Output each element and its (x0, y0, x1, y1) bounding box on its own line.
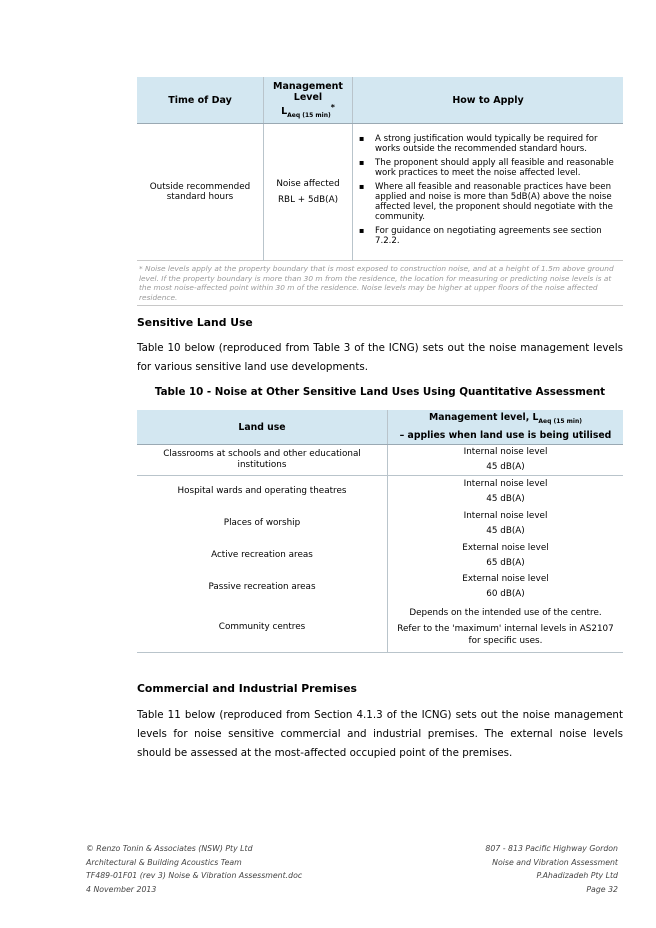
col-header-management-level: Management Level $L_{Aeq (15 min)}^*$ (264, 77, 353, 124)
footer-right: 807 - 813 Pacific Highway Gordon Noise and Vibration Assessment P.Ahadizadeh Pty Ltd Page 32 (485, 842, 618, 896)
bullet-item: ▪ A strong justification would typically be required for works outside the recommended standard hours. (375, 134, 619, 154)
paragraph-commercial-industrial: Table 11 below (reproduced from Section 4.1.3 of the ICNG) sets out the noise management levels for noise sensitive commercial and industrial premises. The external noise levels should be assessed at the most-affected occupied point of the premises. (137, 709, 623, 759)
construction-hours-table (137, 77, 623, 306)
col-header-time-of-day: Time of Day (137, 77, 264, 124)
table-row (137, 603, 623, 653)
management-level-cell: Noise affected RBL + 5dB(A) (264, 124, 353, 261)
management-level-cell: External noise level 65 dB(A) (462, 542, 549, 568)
section-heading-sensitive-land-use: Sensitive Land Use (137, 316, 253, 329)
management-level-cell: Internal noise level 45 dB(A) (463, 478, 548, 504)
land-use-cell: Community centres (137, 603, 388, 653)
table-row (137, 572, 623, 603)
land-use-cell: Active recreation areas (137, 540, 388, 572)
bullet-item: ▪ For guidance on negotiating agreements see section 7.2.2. (375, 226, 619, 246)
bullet-item: ▪ The proponent should apply all feasible and reasonable work practices to meet the noise affected level. (375, 158, 619, 178)
table-row (137, 508, 623, 540)
section-heading-commercial-industrial: Commercial and Industrial Premises (137, 682, 357, 695)
col-header-land-use: Land use (137, 410, 388, 445)
management-level-cell: Depends on the intended use of the centre. Refer to the 'maximum' internal levels in AS2107 for specific uses. (388, 603, 624, 653)
land-use-cell: Classrooms at schools and other educational institutions (137, 445, 388, 476)
table-row (137, 540, 623, 572)
col-header-how-to-apply: How to Apply (353, 77, 624, 124)
how-to-apply-cell (353, 124, 624, 261)
sensitive-land-use-table (137, 410, 623, 653)
land-use-cell: Places of worship (137, 508, 388, 540)
paragraph-sensitive-land-use: Table 10 below (reproduced from Table 3 of the ICNG) sets out the noise management levels for various sensitive land use developments. (137, 342, 623, 373)
col-header-management-level: Management level, $L_{Aeq (15 min)}$ – applies when land use is being utilised (388, 410, 624, 445)
management-level-cell: External noise level 60 dB(A) (462, 574, 549, 599)
table-row (137, 445, 623, 476)
land-use-cell: Hospital wards and operating theatres (137, 476, 388, 508)
bullet-item: ▪ Where all feasible and reasonable practices have been applied and noise is more than 5dB(A) above the noise affected level, the proponent should negotiate with the community. (375, 182, 619, 222)
management-level-cell: Internal noise level 45 dB(A) (388, 445, 624, 476)
land-use-cell: Passive recreation areas (137, 572, 388, 603)
table-row (137, 476, 623, 508)
management-level-cell: Internal noise level 45 dB(A) (463, 510, 548, 536)
time-of-day-cell: Outside recommended standard hours (137, 124, 264, 261)
footer-left: © Renzo Tonin & Associates (NSW) Pty Ltd Architectural & Building Acoustics Team TF489-01F01 (rev 3) Noise & Vibration Assessment.doc 4 November 2013 (86, 844, 303, 894)
table-caption: Table 10 - Noise at Other Sensitive Land Uses Using Quantitative Assessment (154, 386, 606, 398)
page-number: Page 32 (586, 884, 618, 894)
table-footnote: * Noise levels apply at the property boundary that is most exposed to construction noise, and at a height of 1.5m above ground level. If the property boundary is more than 30 m from the residence, the location for measuring or predicting noise levels is at the most noise-affected point within 30 m of the residence. Noise levels may be higher at upper floors of the noise affected residence. (137, 261, 623, 306)
